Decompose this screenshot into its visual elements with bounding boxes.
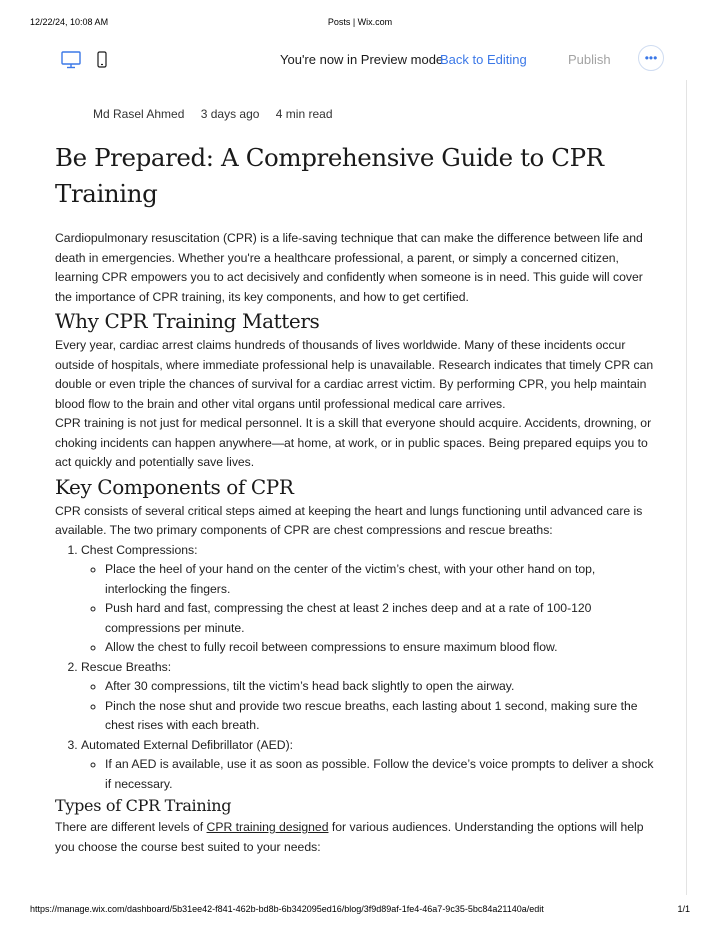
list-item: [81, 658, 655, 736]
post-read-time: 4 min read: [275, 107, 333, 121]
components-list: [55, 541, 655, 795]
preview-frame-edge: [686, 80, 687, 895]
more-actions-button[interactable]: [638, 45, 664, 71]
back-to-editing-link[interactable]: Back to Editing: [440, 52, 527, 67]
print-url: https://manage.wix.com/dashboard/5b31ee42-f841-462b-bd8b-6b342095ed16/blog/3f9d89af-1fe4-46a7-9c35-5bc84a21140a/edit: [30, 904, 544, 914]
types-heading: Types of CPR Training: [55, 796, 232, 815]
post-meta: [93, 107, 346, 121]
print-title: Posts | Wix.com: [327, 17, 393, 27]
publish-button[interactable]: Publish: [568, 52, 611, 67]
list-item: [81, 541, 655, 658]
post-body: [55, 140, 655, 857]
preview-toolbar: [0, 40, 720, 80]
sub-list-item: ◦ Place the heel of your hand on the center of the victim’s chest, with your other hand on top, interlocking the fingers.: [105, 560, 655, 599]
desktop-view-button[interactable]: [59, 48, 83, 72]
sub-list-item: ◦ Pinch the nose shut and provide two rescue breaths, each lasting about 1 second, making sure the chest rises with each breath.: [105, 697, 655, 736]
sub-list-item: ◦ After 30 compressions, tilt the victim’s head back slightly to open the airway.: [105, 677, 655, 697]
cpr-training-link[interactable]: CPR training designed: [206, 820, 329, 834]
sub-list: [81, 560, 655, 658]
print-header: [0, 17, 720, 31]
sub-list-item: ◦ If an AED is available, use it as soon as possible. Follow the device’s voice prompts to deliver a shock if necessary.: [105, 755, 655, 794]
print-date: 12/22/24, 10:08 AM: [30, 17, 109, 27]
print-page-number: 1/1: [677, 904, 690, 914]
sub-list-item: ◦ Push hard and fast, compressing the chest at least 2 inches deep and at a rate of 100-120 compressions per minute.: [105, 599, 655, 638]
sub-list: [81, 677, 655, 736]
post-title: Be Prepared: A Comprehensive Guide to CPR Training: [55, 143, 604, 208]
preview-mode-text: You're now in Preview mode: [280, 52, 444, 67]
types-text-after: for various audiences. Understanding the options will help you choose the course best suited to your needs:: [55, 820, 644, 854]
post-author[interactable]: Md Rasel Ahmed: [93, 107, 185, 121]
mobile-icon: [95, 50, 109, 70]
list-item-title: Chest Compressions:: [81, 542, 198, 557]
list-item-title: Rescue Breaths:: [81, 659, 172, 674]
post-date: 3 days ago: [200, 107, 260, 121]
mobile-view-button[interactable]: [90, 48, 114, 72]
desktop-icon: [60, 50, 82, 70]
components-intro: CPR consists of several critical steps aimed at keeping the heart and lungs functioning until advanced care is available. The two primary components of CPR are chest compressions and rescue breaths:: [55, 503, 643, 537]
print-footer: [0, 904, 720, 918]
types-paragraph: [55, 818, 655, 857]
types-text-before: There are different levels of: [55, 820, 207, 834]
components-heading: Key Components of CPR: [55, 474, 294, 499]
list-item-title: Automated External Defibrillator (AED):: [81, 737, 294, 752]
intro-paragraph: Cardiopulmonary resuscitation (CPR) is a life-saving technique that can make the difference between life and death in emergencies. Whether you're a healthcare professional, a parent, or simply a concerned citizen, learning CPR empowers you to act decisively and confidently when someone is in need. This guide will cover the importance of CPR training, its key components, and how to get certified.: [55, 231, 643, 304]
sub-list-item: ◦ Allow the chest to fully recoil between compressions to ensure maximum blood flow.: [105, 638, 655, 658]
why-heading: Why CPR Training Matters: [55, 309, 320, 333]
why-paragraph-1: Every year, cardiac arrest claims hundreds of thousands of lives worldwide. Many of these incidents occur outside of hospitals, where immediate professional help is unavailable. Research indicates that timely CPR can double or even triple the chances of survival for a cardiac arrest victim. By performing CPR, you help maintain blood flow to the brain and other vital organs until professional medical care arrives.: [55, 338, 654, 411]
why-paragraph-2: CPR training is not just for medical personnel. It is a skill that everyone should acquire. Accidents, drowning, or choking incidents can happen anywhere—at home, at work, or in public spaces. Being prepared equips you to act quickly and potentially save lives.: [55, 416, 652, 469]
sub-list: [81, 755, 655, 794]
page-cut: [0, 880, 686, 900]
more-dots-icon: •••: [644, 51, 658, 65]
list-item: [81, 736, 655, 795]
